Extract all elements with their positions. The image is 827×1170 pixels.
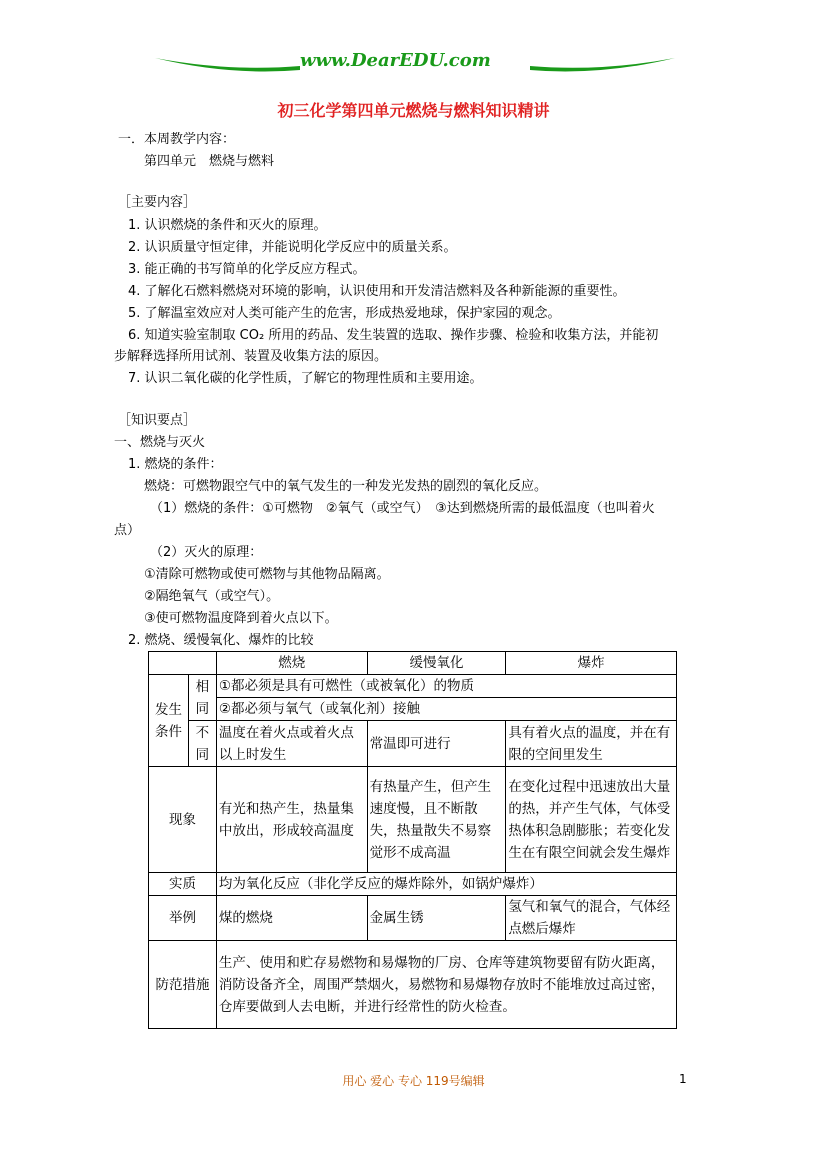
page-title: 初三化学第四单元燃烧与燃料知识精讲 [277,101,550,120]
table-header: 爆炸 [506,652,677,675]
list-item: 6. 知道实验室制取 CO₂ 所用的药品、发生装置的选取、操作步骤、检验和收集方法，并能初 [128,328,659,343]
row-sublabel: 相同 [188,675,216,721]
table-cell: 温度在着火点或着火点以上时发生 [216,721,367,767]
table-cell: 金属生锈 [367,896,506,941]
text-line: 1. 燃烧的条件： [128,457,223,472]
row-label: 现象 [149,767,217,873]
table-cell: 生产、使用和贮存易燃物和易爆物的厂房、仓库等建筑物要留有防火距离，消防设备齐全，周围严禁烟火，易燃物和易爆物存放时不能堆放过高过密，仓库要做到人去电断，并进行经常性的防火检查。 [216,941,676,1029]
comparison-table [148,651,677,1029]
main-heading: ［主要内容］ [118,195,197,210]
table-row [149,941,677,1029]
table-row [149,652,677,675]
table-cell: 有光和热产生，热量集中放出，形成较高温度 [216,767,367,873]
text-line: ①清除可燃物或使可燃物与其他物品隔离。 [144,567,390,582]
table-cell: 具有着火点的温度，并在有限的空间里发生 [506,721,677,767]
list-item: 3. 能正确的书写简单的化学反应方程式。 [128,262,366,277]
list-item: 1. 认识燃烧的条件和灭火的原理。 [128,218,327,233]
list-item: 步解释选择所用试剂、装置及收集方法的原因。 [114,349,388,364]
table-header: 燃烧 [216,652,367,675]
table-cell: 在变化过程中迅速放出大量的热，并产生气体，气体受热体积急剧膨胀；若变化发生在有限空间就会发生爆炸 [506,767,677,873]
row-label: 实质 [149,873,217,896]
list-item: 2. 认识质量守恒定律，并能说明化学反应中的质量关系。 [128,240,457,255]
text-line: 2. 燃烧、缓慢氧化、爆炸的比较 [128,633,314,648]
table-cell: ②都必须与氧气（或氧化剂）接触 [216,698,676,721]
row-sublabel: 不同 [188,721,216,767]
text-line: ③使可燃物温度降到着火点以下。 [144,611,338,626]
text-line: 点） [114,523,141,538]
row-label: 发生条件 [149,675,189,767]
table-cell: 常温即可进行 [367,721,506,767]
list-item: 7. 认识二氧化碳的化学性质，了解它的物理性质和主要用途。 [128,371,483,386]
page-number: 1 [679,1072,687,1086]
knowledge-heading: ［知识要点］ [118,413,197,428]
table-cell [149,652,217,675]
section-heading: 一．本周教学内容： [118,132,236,147]
table-cell: ①都必须是具有可燃性（或被氧化）的物质 [216,675,676,698]
table-cell: 有热量产生，但产生速度慢，且不断散失，热量散失不易察觉形不成高温 [367,767,506,873]
table-row [149,767,677,873]
table-row [149,873,677,896]
text-line: （1）燃烧的条件：①可燃物 ②氧气（或空气） ③达到燃烧所需的最低温度（也叫着火 [150,501,655,516]
list-item: 5. 了解温室效应对人类可能产生的危害，形成热爱地球，保护家园的观念。 [128,306,561,321]
footer-text: 用心 爱心 专心 119号编辑 [342,1074,485,1088]
table-row [149,698,677,721]
table-cell: 均为氧化反应（非化学反应的爆炸除外，如锅炉爆炸） [216,873,676,896]
list-item: 4. 了解化石燃料燃烧对环境的影响，认识使用和开发清洁燃料及各种新能源的重要性。 [128,284,626,299]
logo-text: www.DearEDU.com [300,50,491,71]
text-line: （2）灭火的原理： [150,545,263,560]
subsection-heading: 一、燃烧与灭火 [114,435,206,450]
row-label: 防范措施 [149,941,217,1029]
table-cell: 氢气和氧气的混合，气体经点燃后爆炸 [506,896,677,941]
section-content: 第四单元 燃烧与燃料 [144,154,275,169]
table-header: 缓慢氧化 [367,652,506,675]
text-line: 燃烧：可燃物跟空气中的氧气发生的一种发光发热的剧烈的氧化反应。 [144,479,548,494]
row-label: 举例 [149,896,217,941]
text-line: ②隔绝氧气（或空气）。 [144,589,280,604]
table-row [149,896,677,941]
table-row [149,675,677,698]
table-row [149,721,677,767]
table-cell: 煤的燃烧 [216,896,367,941]
